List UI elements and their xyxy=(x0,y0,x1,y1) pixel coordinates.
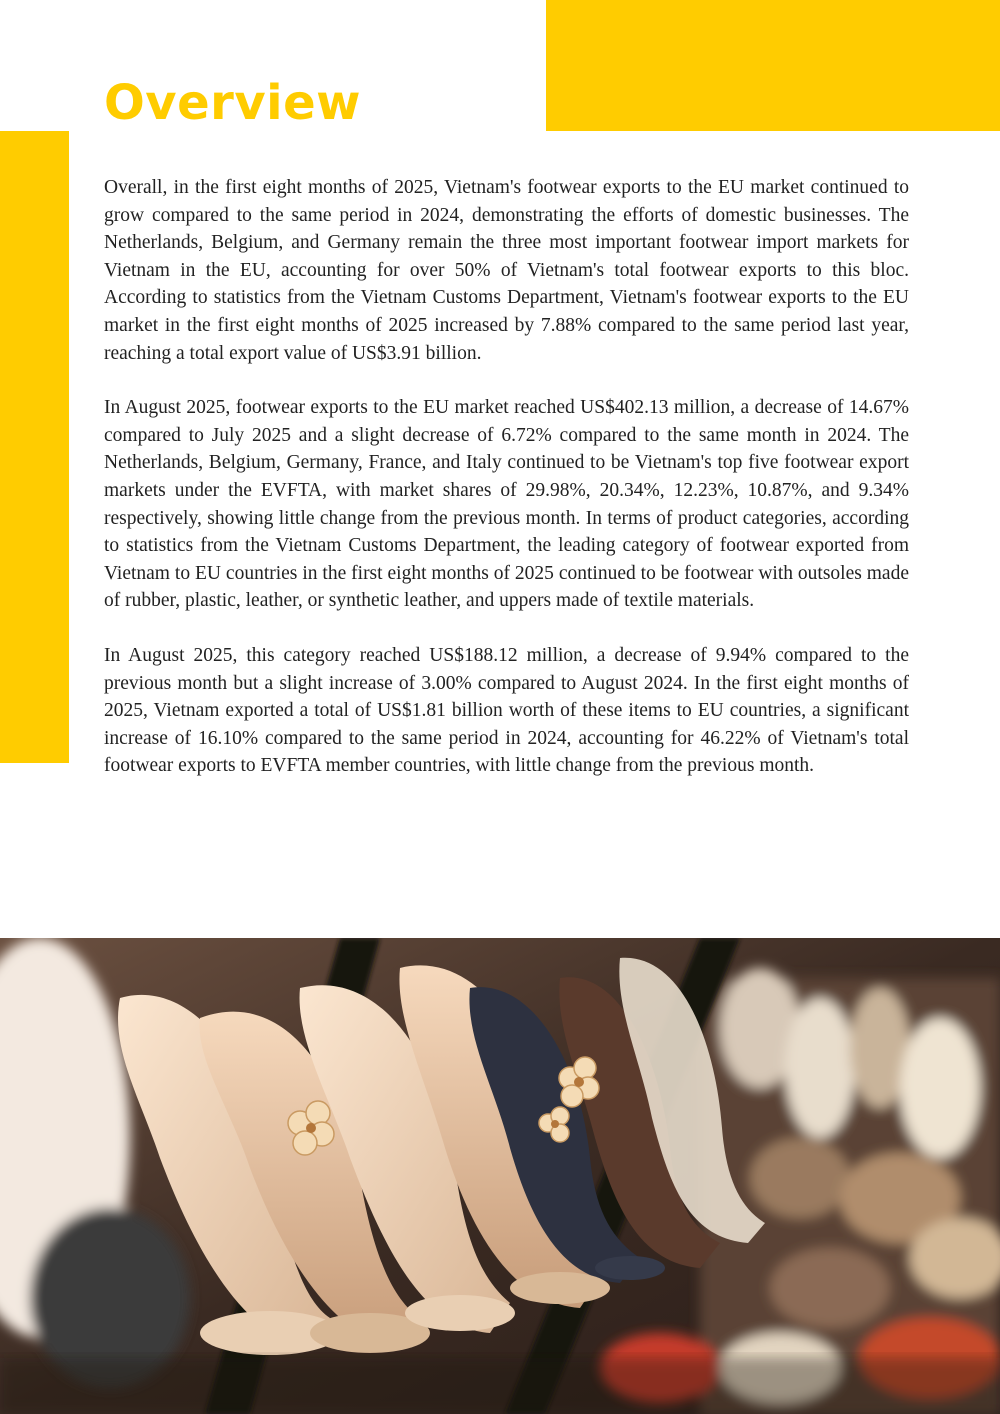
paragraph-3: In August 2025, this category reached US$188.12 million, a decrease of 9.94% compared to the previous month but a slight increase of 3.00% compared to August 2024. In the first eight months of 2025, Vietnam exported a total of US$1.81 billion worth of these items to EU countries, a significant increase of 16.10% compared to the same period in 2024, accounting for 46.22% of Vietnam's total footwear exports to EVFTA member countries, with little change from the previous month. xyxy=(104,644,909,777)
paragraph-2: In August 2025, footwear exports to the EU market reached US$402.13 million, a decrease of 14.67% compared to July 2025 and a slight decrease of 6.72% compared to the same month in 2024. The Netherlands, Belgium, Germany, France, and Italy continued to be Vietnam's top five footwear export markets under the EVFTA, with market shares of 29.98%, 20.34%, 12.23%, 10.87%, and 9.34% respectively, showing little change from the previous month. In terms of product categories, according to statistics from the Vietnam Customs Department, the leading category of footwear exported from Vietnam to EU countries in the first eight months of 2025 continued to be footwear with outsoles made of rubber, plastic, leather, or synthetic leather, and uppers made of textile materials. xyxy=(104,397,909,612)
decorative-accent-bar-left xyxy=(0,131,69,763)
page-title: Overview xyxy=(104,75,361,131)
decorative-accent-block-top xyxy=(546,0,1000,131)
body-text xyxy=(104,174,909,807)
paragraph-1: Overall, in the first eight months of 2025, Vietnam's footwear exports to the EU market continued to grow compared to the same period in 2024, demonstrating the efforts of domestic businesses. The Netherlands, Belgium, and Germany remain the three most important footwear import markets for Vietnam in the EU, accounting for over 50% of Vietnam's total footwear exports to this bloc. According to statistics from the Vietnam Customs Department, Vietnam's footwear exports to the EU market in the first eight months of 2025 increased by 7.88% compared to the same period last year, reaching a total export value of US$3.91 billion. xyxy=(104,177,909,364)
shoe-rack-photo xyxy=(0,938,1000,1414)
